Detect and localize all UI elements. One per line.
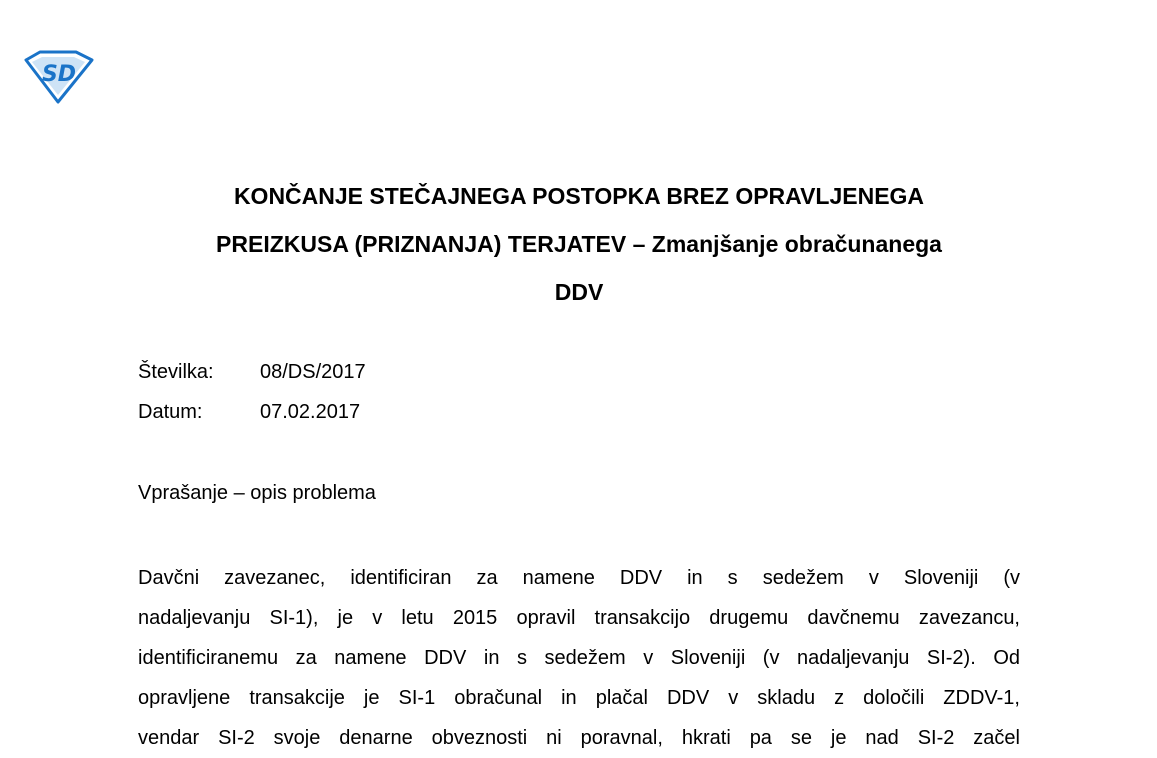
date-label: Datum: <box>138 401 203 423</box>
question-heading: Vprašanje – opis problema <box>138 482 376 504</box>
title-line-3: DDV <box>554 279 604 305</box>
title-line-2: PREIZKUSA (PRIZNANJA) TERJATEV – Zmanjšanje obračunanega <box>216 231 942 257</box>
title-line-1: KONČANJE STEČAJNEGA POSTOPKA BREZ OPRAVLJENEGA <box>233 183 925 209</box>
logo-text: SD <box>41 62 77 87</box>
paragraph-line: vendar SI-2 svoje denarne obveznosti ni poravnal, hkrati pa se je nad SI-2 začel <box>138 727 1020 749</box>
date-row <box>138 401 360 424</box>
document-title <box>138 172 1020 316</box>
sd-shield-logo-icon <box>22 48 94 104</box>
paragraph-line: Davčni zavezanec, identificiran za namene DDV in s sedežem v Sloveniji (v <box>138 567 1020 589</box>
number-row <box>138 361 366 384</box>
date-value: 07.02.2017 <box>260 401 361 423</box>
paragraph-line: identificiranemu za namene DDV in s sedežem v Sloveniji (v nadaljevanju SI-2). Od <box>138 647 1020 669</box>
body-paragraph <box>138 558 1020 758</box>
number-value: 08/DS/2017 <box>260 361 366 383</box>
paragraph-line: nadaljevanju SI-1), je v letu 2015 opravil transakcijo drugemu davčnemu zavezancu, <box>138 607 1020 629</box>
number-label: Številka: <box>138 361 214 383</box>
paragraph-line: opravljene transakcije je SI-1 obračunal in plačal DDV v skladu z določili ZDDV-1, <box>138 687 1020 709</box>
